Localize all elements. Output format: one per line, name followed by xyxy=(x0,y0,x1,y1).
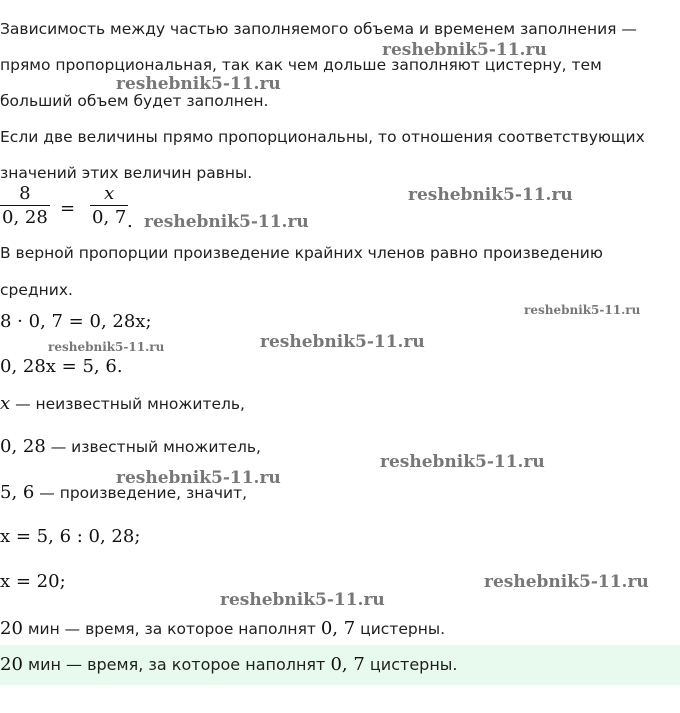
fraction-right xyxy=(90,184,128,229)
denominator: 0, 28 xyxy=(2,207,48,228)
math-value: 0, 7 xyxy=(330,654,365,675)
watermark: reshebnik5-11.ru xyxy=(220,590,385,610)
watermark: reshebnik5-11.ru xyxy=(48,340,165,354)
watermark: reshebnik5-11.ru xyxy=(116,74,281,94)
watermark: reshebnik5-11.ru xyxy=(380,452,545,472)
text-line: прямо пропорциональная, так как чем дольше заполняют цистерну, тем xyxy=(0,56,602,74)
equation: 0, 28x = 5, 6. xyxy=(0,356,123,377)
math-value: 20 xyxy=(0,654,23,675)
denominator: 0, 7 xyxy=(92,207,127,228)
equation: x = 20; xyxy=(0,571,66,592)
text-span: — неизвестный множитель, xyxy=(10,395,245,413)
math-value: 0, 28 xyxy=(0,436,46,457)
result-line xyxy=(0,618,445,640)
text-span: мин — время, за которое наполнят xyxy=(22,655,331,674)
text-line: Если две величины прямо пропорциональны, то отношения соответствующих xyxy=(0,128,645,146)
text-line xyxy=(0,436,261,458)
math-value: 20 xyxy=(0,618,23,639)
fraction-bar xyxy=(90,205,128,206)
equals-sign: = xyxy=(60,198,76,219)
text-line: средних. xyxy=(0,281,73,299)
text-line: Зависимость между частью заполняемого объема и временем заполнения — xyxy=(0,20,637,38)
numerator: x xyxy=(104,183,115,204)
watermark: reshebnik5-11.ru xyxy=(524,303,641,317)
answer-box xyxy=(0,645,680,685)
text-line: В верной пропорции произведение крайних членов равно произведению xyxy=(0,244,603,262)
watermark: reshebnik5-11.ru xyxy=(260,332,425,352)
equation: x = 5, 6 : 0, 28; xyxy=(0,526,141,547)
text-span: цистерны. xyxy=(364,655,458,674)
watermark: reshebnik5-11.ru xyxy=(116,468,281,488)
answer-line xyxy=(0,654,458,676)
watermark: reshebnik5-11.ru xyxy=(382,40,547,60)
numerator: 8 xyxy=(19,183,31,204)
math-var: x xyxy=(0,393,11,414)
text-line: значений этих величин равны. xyxy=(0,164,253,182)
period: . xyxy=(127,211,133,232)
fraction-bar xyxy=(0,205,50,206)
math-value: 5, 6 xyxy=(0,482,35,503)
equation: 8 · 0, 7 = 0, 28x; xyxy=(0,311,152,332)
text-span: — произведение, значит, xyxy=(34,484,248,502)
text-line: больший объем будет заполнен. xyxy=(0,92,269,110)
text-span: мин — время, за которое наполнят xyxy=(22,620,321,638)
watermark: reshebnik5-11.ru xyxy=(144,212,309,232)
text-span: — известный множитель, xyxy=(45,438,261,456)
watermark: reshebnik5-11.ru xyxy=(484,572,649,592)
text-line xyxy=(0,393,245,415)
text-span: цистерны. xyxy=(355,620,445,638)
watermark: reshebnik5-11.ru xyxy=(408,185,573,205)
math-value: 0, 7 xyxy=(320,618,356,639)
fraction-left xyxy=(0,184,50,229)
